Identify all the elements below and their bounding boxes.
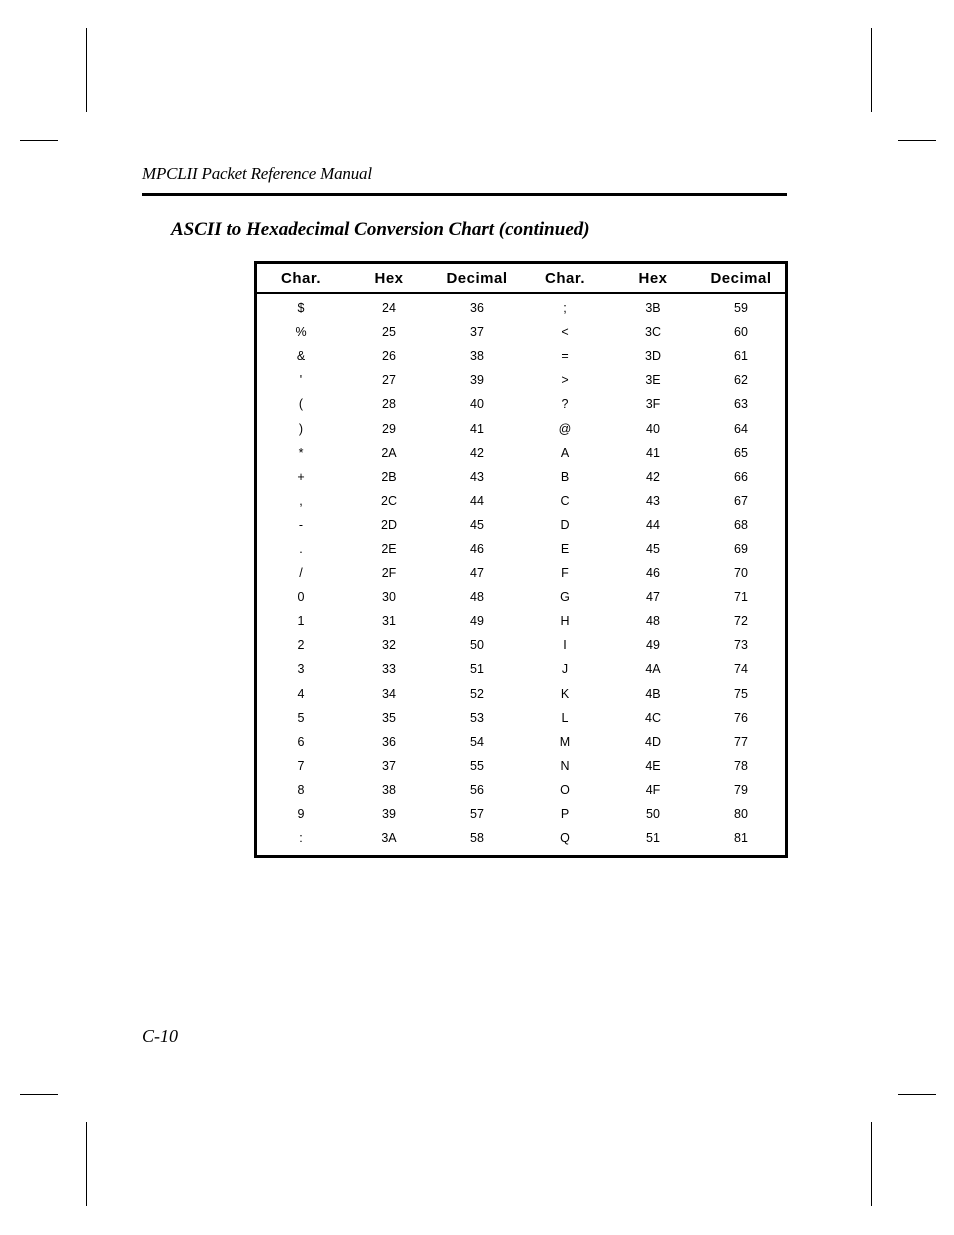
cell-decimal-2: 80 [734,807,748,822]
cell-hex-1: 26 [382,349,396,364]
cell-char-2: ? [561,397,569,412]
cell-char-1: . [299,541,303,556]
cell-hex-1: 3A [381,831,397,846]
cell-char-2: N [560,758,570,773]
cell-char-1: 6 [297,734,305,749]
cell-decimal-1: 52 [470,686,484,701]
cell-hex-1: 2C [381,493,397,508]
cell-char-1: ' [299,373,303,388]
table-row [257,609,785,633]
cell-decimal-2: 66 [734,469,748,484]
cell-hex-2: 40 [646,421,660,436]
cell-char-1: * [298,445,304,460]
cell-char-2: I [563,638,567,653]
cell-hex-1: 2A [381,445,397,460]
cell-hex-1: 35 [382,710,396,725]
header-char-1: Char. [257,264,345,293]
cell-decimal-1: 54 [470,734,484,749]
cell-decimal-1: 45 [470,517,484,532]
table-row [257,778,785,802]
cell-char-2: @ [558,421,572,436]
cell-decimal-2: 63 [734,397,748,412]
cell-char-1: , [299,493,303,508]
cell-decimal-2: 61 [734,349,748,364]
cell-decimal-1: 48 [470,590,484,605]
cell-hex-1: 24 [382,301,396,316]
cell-hex-1: 28 [382,397,396,412]
cell-hex-1: 27 [382,373,396,388]
cell-char-1: ( [298,397,304,412]
table-row [257,730,785,754]
cell-char-1: ) [298,421,304,436]
cell-char-2: > [561,373,569,388]
cell-char-1: : [299,831,303,846]
running-head: MPCLII Packet Reference Manual [142,164,372,183]
cell-char-1: 1 [297,614,305,629]
cell-hex-1: 39 [382,807,396,822]
cell-decimal-2: 81 [734,831,748,846]
cell-decimal-1: 47 [470,566,484,581]
cell-char-2: C [560,493,570,508]
table-row [257,465,785,489]
cell-hex-1: 29 [382,421,396,436]
cell-char-2: F [561,566,569,581]
cell-hex-1: 38 [382,782,396,797]
cell-char-1: $ [297,301,305,316]
cell-decimal-2: 75 [734,686,748,701]
cell-decimal-1: 49 [470,614,484,629]
cell-hex-2: 3B [645,301,661,316]
cell-char-2: A [560,445,570,460]
page-number: C-10 [142,1026,178,1046]
cell-decimal-1: 36 [470,301,484,316]
header-decimal-2: Decimal [697,264,785,293]
cell-decimal-1: 40 [470,397,484,412]
table-row [257,392,785,416]
cell-decimal-1: 39 [470,373,484,388]
cell-char-2: = [561,349,569,364]
cell-hex-1: 32 [382,638,396,653]
table-row [257,416,785,440]
cell-decimal-2: 59 [734,301,748,316]
table-row [257,561,785,585]
cell-hex-2: 3C [645,325,661,340]
cell-char-2: G [560,590,570,605]
cell-char-1: 8 [297,782,305,797]
conversion-chart [254,261,788,858]
cell-hex-2: 4F [645,782,661,797]
table-row [257,706,785,730]
cell-char-2: H [560,614,570,629]
cell-hex-2: 41 [646,445,660,460]
header-hex-2: Hex [609,264,697,293]
cell-hex-2: 49 [646,638,660,653]
cell-char-1: & [296,349,306,364]
cell-decimal-2: 73 [734,638,748,653]
cell-hex-2: 4B [645,686,661,701]
cell-char-2: O [560,782,570,797]
cell-decimal-1: 43 [470,469,484,484]
cell-hex-1: 2E [381,541,397,556]
cell-char-2: < [561,325,569,340]
table-row [257,320,785,344]
cell-hex-2: 50 [646,807,660,822]
cell-char-1: 9 [297,807,305,822]
cell-hex-2: 4C [645,710,661,725]
cell-decimal-1: 50 [470,638,484,653]
cell-decimal-1: 58 [470,831,484,846]
section-title: ASCII to Hexadecimal Conversion Chart (continued) [171,219,590,240]
cell-decimal-1: 38 [470,349,484,364]
cell-hex-2: 48 [646,614,660,629]
crop-mark-top-left-horizontal [20,140,58,141]
cell-char-2: K [560,686,570,701]
cell-hex-2: 3D [645,349,661,364]
cell-hex-1: 2B [381,469,397,484]
cell-decimal-2: 79 [734,782,748,797]
table-row [257,293,785,320]
table-row [257,513,785,537]
cell-hex-2: 43 [646,493,660,508]
table-row [257,826,785,850]
header-hex-1: Hex [345,264,433,293]
cell-decimal-1: 53 [470,710,484,725]
cell-hex-1: 34 [382,686,396,701]
table-row [257,368,785,392]
conversion-table [257,264,785,850]
crop-mark-top-right-vertical [871,28,872,112]
table-row [257,489,785,513]
cell-hex-1: 37 [382,758,396,773]
table-row [257,754,785,778]
cell-hex-1: 33 [382,662,396,677]
table-body [257,293,785,850]
cell-decimal-2: 74 [734,662,748,677]
cell-hex-2: 4D [645,734,661,749]
cell-decimal-2: 67 [734,493,748,508]
header-char-2: Char. [521,264,609,293]
cell-hex-2: 44 [646,517,660,532]
cell-char-2: L [561,710,569,725]
cell-decimal-2: 70 [734,566,748,581]
table-row [257,802,785,826]
cell-decimal-1: 42 [470,445,484,460]
cell-decimal-1: 55 [470,758,484,773]
cell-decimal-1: 41 [470,421,484,436]
cell-decimal-2: 78 [734,758,748,773]
cell-decimal-2: 60 [734,325,748,340]
cell-hex-1: 30 [382,590,396,605]
cell-char-1: 3 [297,662,305,677]
cell-char-1: 0 [297,590,305,605]
cell-decimal-1: 56 [470,782,484,797]
table-row [257,344,785,368]
cell-decimal-2: 77 [734,734,748,749]
table-row [257,441,785,465]
crop-mark-top-left-vertical [86,28,87,112]
cell-decimal-1: 51 [470,662,484,677]
cell-hex-1: 31 [382,614,396,629]
header-rule [142,193,787,196]
header-decimal-1: Decimal [433,264,521,293]
cell-decimal-2: 62 [734,373,748,388]
crop-mark-bottom-left-vertical [86,1122,87,1206]
cell-decimal-1: 37 [470,325,484,340]
cell-char-1: + [297,469,305,484]
cell-char-1: 7 [297,758,305,773]
cell-hex-2: 3F [645,397,661,412]
cell-char-2: P [560,807,570,822]
cell-decimal-1: 46 [470,541,484,556]
cell-hex-1: 2F [381,566,397,581]
cell-hex-2: 47 [646,590,660,605]
cell-char-1: % [295,325,307,340]
cell-hex-2: 46 [646,566,660,581]
crop-mark-bottom-left-horizontal [20,1094,58,1095]
cell-char-2: Q [560,831,570,846]
cell-char-2: ; [563,301,567,316]
crop-mark-top-right-horizontal [898,140,936,141]
cell-decimal-2: 71 [734,590,748,605]
cell-decimal-2: 64 [734,421,748,436]
cell-decimal-2: 76 [734,710,748,725]
cell-hex-2: 4A [645,662,661,677]
table-row [257,585,785,609]
cell-decimal-2: 65 [734,445,748,460]
table-header-row [257,264,785,293]
cell-hex-2: 3E [645,373,661,388]
cell-hex-2: 42 [646,469,660,484]
crop-mark-bottom-right-horizontal [898,1094,936,1095]
table-row [257,657,785,681]
cell-hex-1: 2D [381,517,397,532]
cell-char-2: M [559,734,571,749]
cell-char-1: / [299,566,303,581]
cell-decimal-2: 72 [734,614,748,629]
cell-char-2: J [561,662,569,677]
cell-char-1: - [298,517,304,532]
cell-hex-2: 51 [646,831,660,846]
table-row [257,682,785,706]
cell-char-1: 4 [297,686,305,701]
cell-decimal-2: 69 [734,541,748,556]
cell-char-2: D [560,517,570,532]
cell-decimal-1: 57 [470,807,484,822]
cell-char-2: B [560,469,570,484]
cell-decimal-2: 68 [734,517,748,532]
cell-char-2: E [560,541,570,556]
cell-hex-2: 45 [646,541,660,556]
cell-hex-2: 4E [645,758,661,773]
cell-char-1: 2 [297,638,305,653]
table-row [257,633,785,657]
cell-hex-1: 25 [382,325,396,340]
table-row [257,537,785,561]
cell-hex-1: 36 [382,734,396,749]
crop-mark-bottom-right-vertical [871,1122,872,1206]
cell-decimal-1: 44 [470,493,484,508]
cell-char-1: 5 [297,710,305,725]
